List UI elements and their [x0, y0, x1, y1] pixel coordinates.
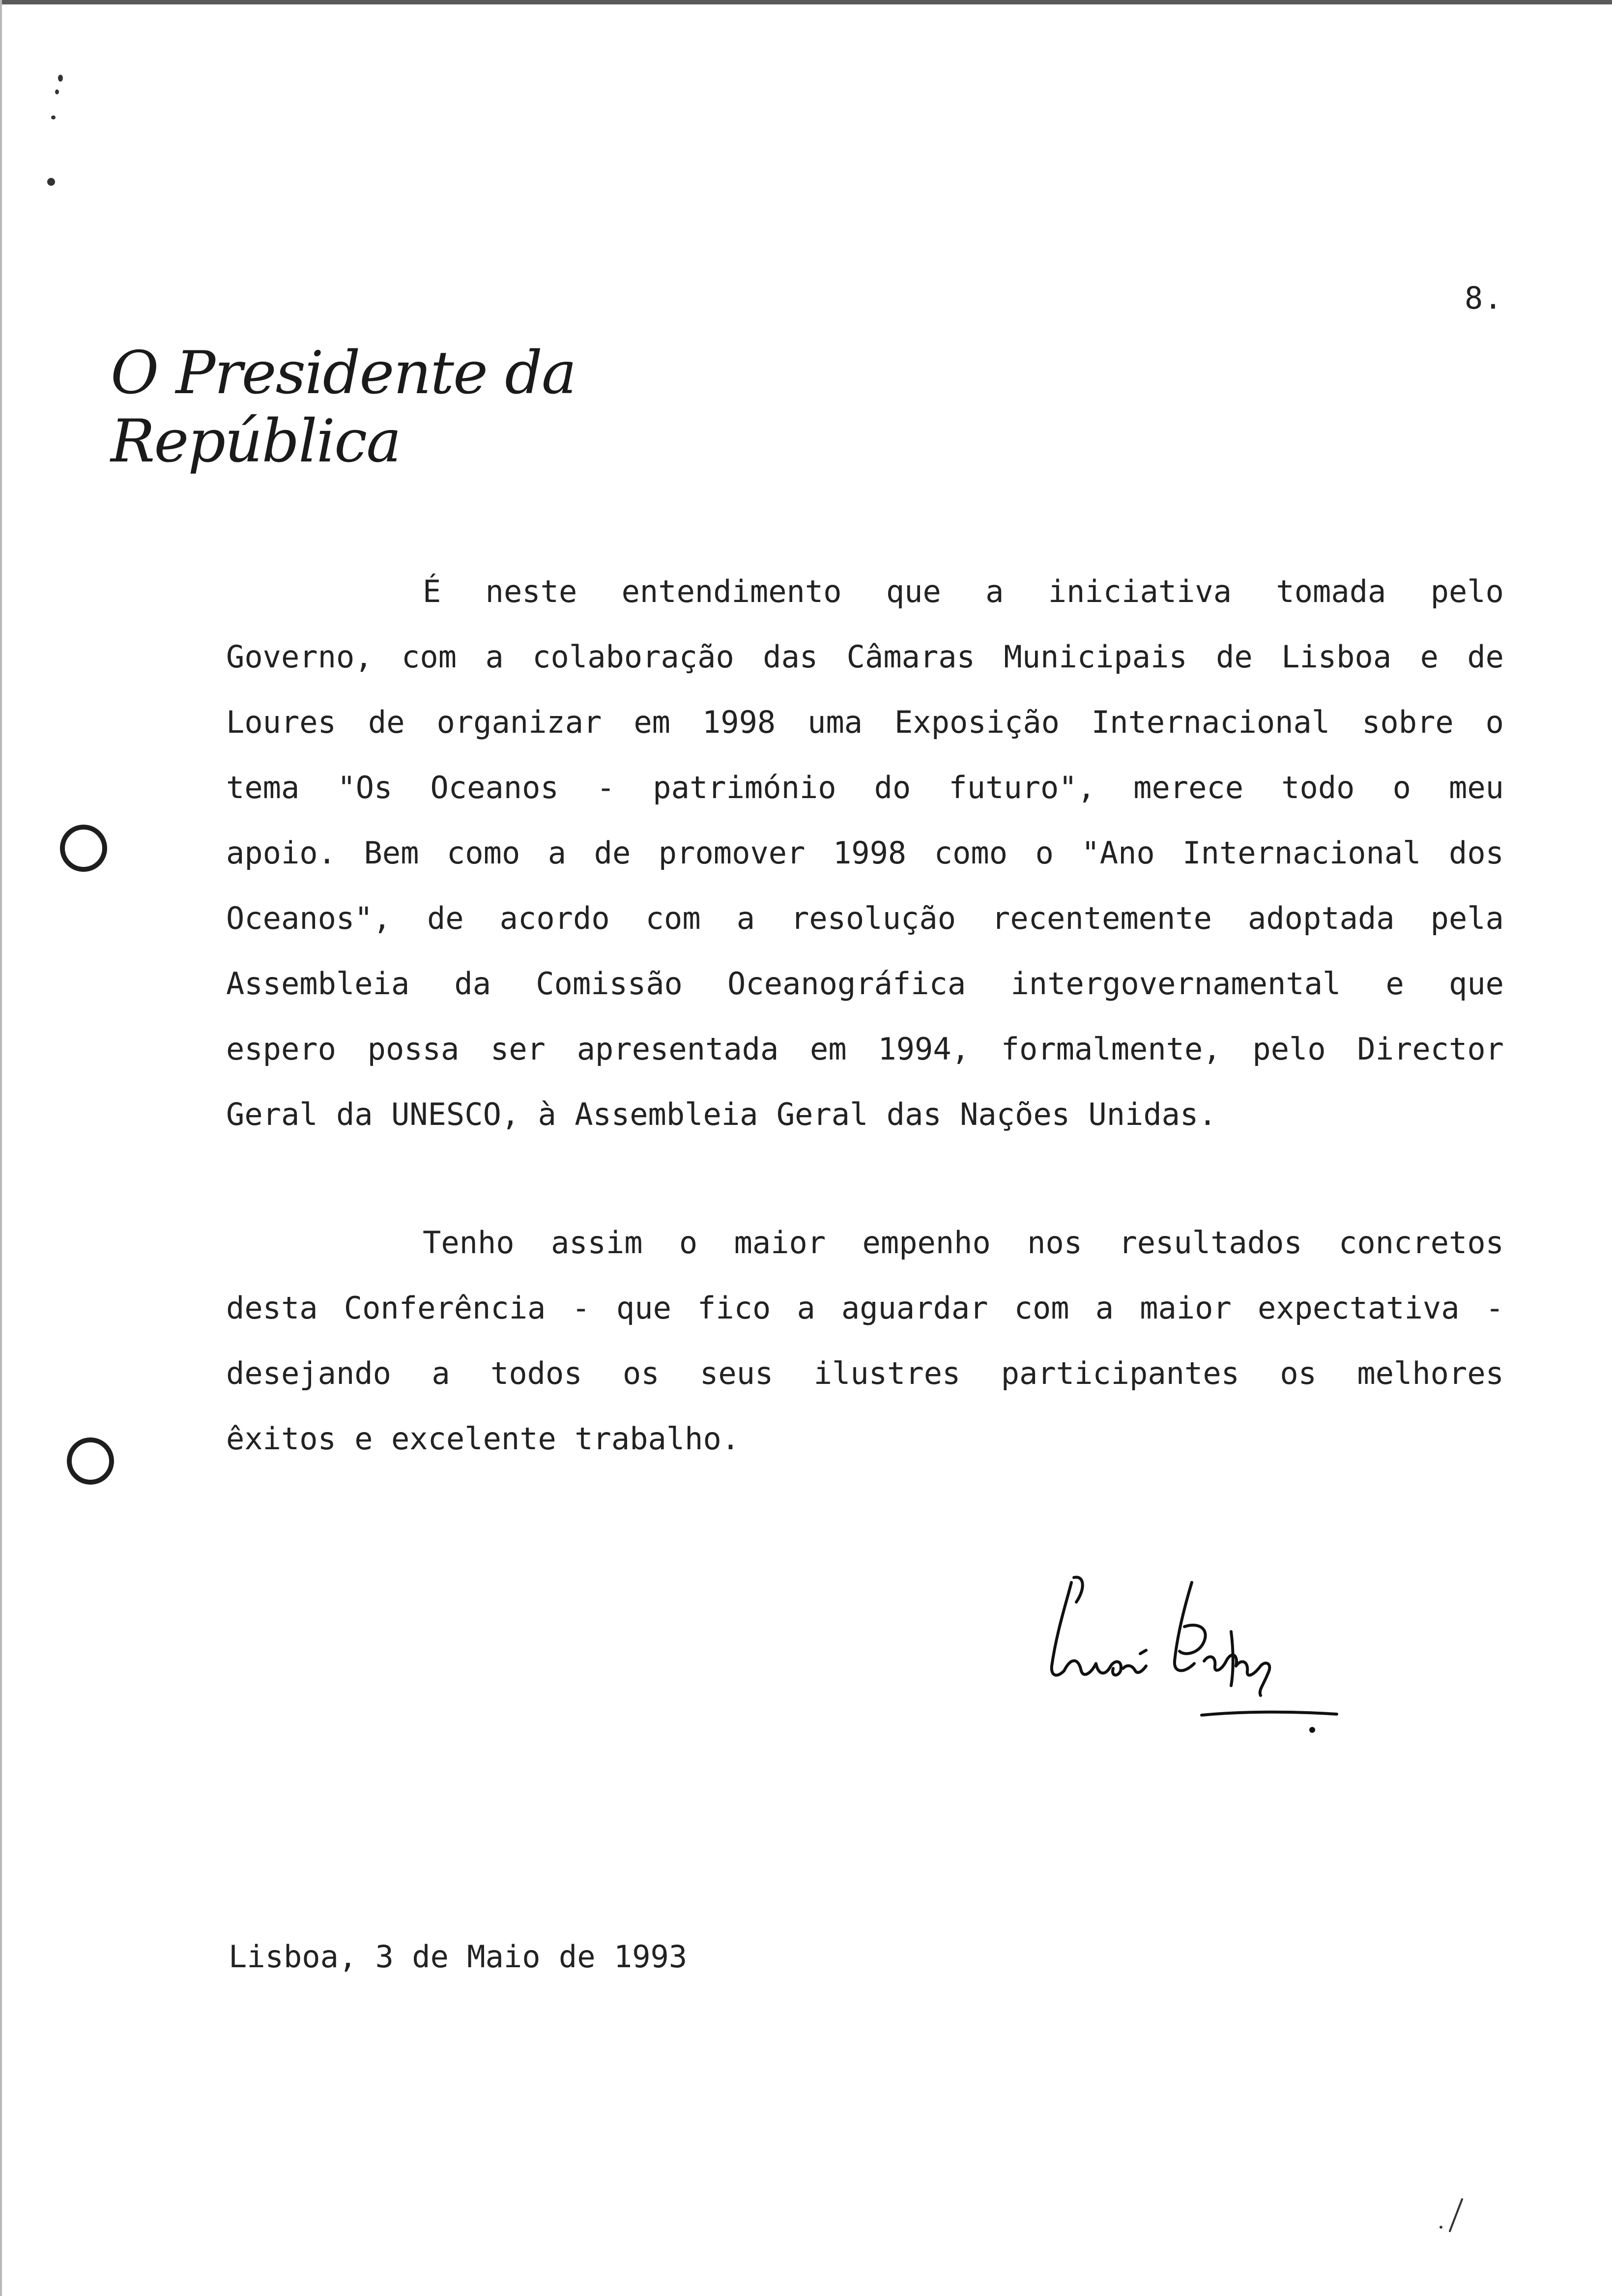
- text-line: Loures de organizar em 1998 uma Exposição Internacional sobre o: [226, 704, 1504, 740]
- date-line: Lisboa, 3 de Maio de 1993: [229, 1939, 688, 1975]
- text-line: Geral da UNESCO, à Assembleia Geral das Nações Unidas.: [226, 1096, 1217, 1132]
- text-line: Governo, com a colaboração das Câmaras Municipais de Lisboa e de: [226, 639, 1504, 675]
- text-line: Assembleia da Comissão Oceanográfica intergovernamental e que: [226, 966, 1504, 1002]
- corner-mark: [1435, 2197, 1469, 2236]
- text-line: espero possa ser apresentada em 1994, formalmente, pelo Director: [226, 1031, 1504, 1067]
- letterhead: [111, 339, 700, 476]
- scan-speck: [55, 89, 59, 94]
- paragraph-1: [226, 559, 1504, 1147]
- text-line: Tenho assim o maior empenho nos resultados concretos: [423, 1225, 1504, 1261]
- text-line: Oceanos", de acordo com a resolução recentemente adoptada pela: [226, 900, 1504, 936]
- text-line: apoio. Bem como a de promover 1998 como o "Ano Internacional dos: [226, 835, 1504, 871]
- letterhead-title: O Presidente da República: [111, 339, 576, 476]
- scan-top-edge: [0, 0, 1612, 4]
- text-line: êxitos e excelente trabalho.: [226, 1421, 740, 1457]
- text-line: É neste entendimento que a iniciativa tomada pelo: [423, 574, 1504, 609]
- handwritten-signature: [1037, 1573, 1356, 1750]
- paragraph-2: [226, 1210, 1504, 1471]
- text-line: tema "Os Oceanos - património do futuro", merece todo o meu: [226, 770, 1504, 805]
- text-line: desejando a todos os seus ilustres participantes os melhores: [226, 1355, 1504, 1391]
- scan-left-edge: [0, 0, 2, 2296]
- text-line: desta Conferência - que fico a aguardar com a maior expectativa -: [226, 1290, 1504, 1326]
- scan-speck: [58, 75, 63, 82]
- punch-hole: [60, 825, 107, 872]
- page-number: 8.: [1465, 280, 1503, 316]
- scan-speck: [51, 115, 56, 119]
- scan-speck: [47, 178, 55, 186]
- punch-hole: [67, 1437, 114, 1485]
